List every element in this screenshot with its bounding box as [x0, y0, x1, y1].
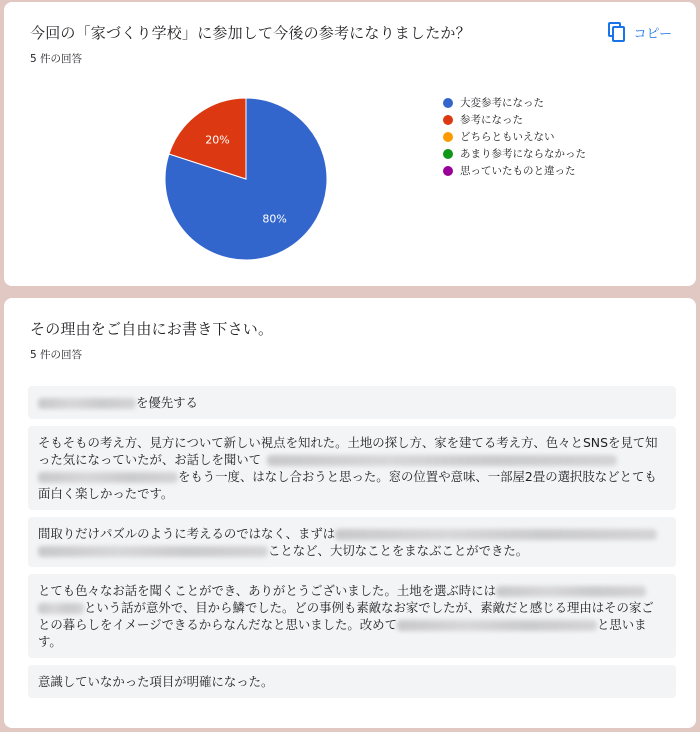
copy-button[interactable] [608, 22, 672, 42]
response-text: そもそもの考え方、見方について新しい視点を知れた。土地の探し方、家を建てる考え方、色々とSNSを見て知った気になっていたが、お話しを聞いて [38, 435, 658, 467]
response-count: 5 件の回答 [30, 53, 83, 65]
redacted-text [38, 472, 178, 483]
legend-label: 思っていたものと違った [460, 165, 576, 177]
redacted-text [38, 398, 136, 409]
pie-value-label: 80% [262, 212, 287, 226]
legend-swatch [443, 166, 453, 176]
question-card-reasons [4, 298, 696, 728]
redacted-text [335, 529, 657, 540]
legend-item[interactable] [443, 94, 586, 111]
legend-swatch [443, 149, 453, 159]
response-item [28, 517, 676, 567]
copy-icon [608, 22, 626, 42]
legend-item[interactable] [443, 111, 586, 128]
response-list [28, 386, 676, 705]
response-item [28, 426, 676, 510]
response-text: という話が意外で、目から鱗でした。どの事例も素敵なお家でしたが、素敵だと感じる理由はその家ごとの暮らしをイメージできるからなんだなと思いました。改めて [38, 600, 654, 632]
response-item [28, 665, 676, 698]
response-text: をもう一度、はなし合おうと思った。窓の位置や意味、一部屋2畳の選択肢などとても面白く楽しかったです。 [38, 469, 657, 501]
legend-label: 参考になった [460, 114, 523, 126]
legend-label: どちらともいえない [460, 131, 555, 143]
legend-label: あまり参考にならなかった [460, 148, 586, 160]
pie-chart [163, 96, 329, 262]
legend-swatch [443, 98, 453, 108]
question-title: 今回の「家づくり学校」に参加して今後の参考になりましたか？ [30, 24, 471, 42]
redacted-text [496, 586, 646, 597]
question-card-satisfaction [4, 2, 696, 286]
legend-item[interactable] [443, 128, 586, 145]
chart-legend [443, 94, 586, 179]
redacted-text [267, 455, 617, 466]
copy-label: コピー [633, 26, 672, 42]
response-item [28, 574, 676, 658]
question-title: その理由をご自由にお書き下さい。 [30, 320, 274, 338]
legend-swatch [443, 115, 453, 125]
redacted-text [38, 546, 268, 557]
response-text: 間取りだけパズルのように考えるのではなく、まずは [38, 526, 336, 541]
legend-item[interactable] [443, 162, 586, 179]
response-text: と思います。 [38, 617, 647, 649]
response-count: 5 件の回答 [30, 349, 83, 361]
response-text: 意識していなかった項目が明確になった。 [38, 674, 274, 689]
pie-value-label: 20% [205, 133, 230, 147]
legend-label: 大変参考になった [460, 97, 544, 109]
response-text: とても色々なお話を聞くことができ、ありがとうございました。土地を選ぶ時には [38, 583, 496, 598]
legend-swatch [443, 132, 453, 142]
response-item [28, 386, 676, 419]
legend-item[interactable] [443, 145, 586, 162]
response-text: ことなど、大切なことをまなぶことができた。 [268, 543, 529, 558]
redacted-text [38, 603, 84, 614]
response-text: を優先する [136, 395, 198, 410]
redacted-text [397, 620, 597, 631]
